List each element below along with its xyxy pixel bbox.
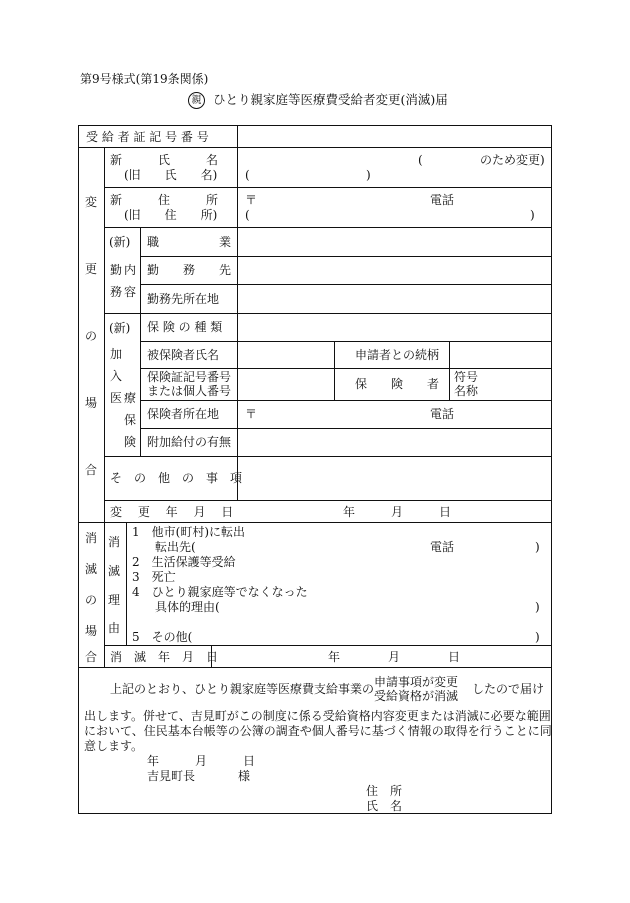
insurer-phone-label: 電話 [430,407,455,421]
lapse-side-char: 滅 [85,562,98,576]
rule [104,645,552,646]
cert-number-label: 受 給 者 証 記 号 番 号 [86,130,209,144]
rule [78,147,552,148]
declaration-line-4: 意します。 [84,739,144,753]
insurer-name-label: 名称 [454,384,479,398]
lapse-date-value: 年 月 日 [328,650,461,664]
insurance-new-label: (新) [109,321,131,335]
lapse-side-char: 消 [85,531,98,545]
insurance-side-char: 加 [110,347,123,361]
lapse-item-4-close: ) [535,600,540,614]
additional-benefit-label: 附加給付の有無 [147,435,232,449]
declaration-lead: 上記のとおり、ひとり親家庭等医療費支給事業の [110,682,375,696]
old-address-close: ) [530,208,535,222]
change-date-label: 変 更 年 月 日 [110,505,234,519]
rule [104,500,552,501]
rule [104,456,552,457]
declaration-date: 年 月 日 [147,754,256,768]
insurer-label: 保 険 者 [355,377,440,391]
insurance-side-char: 保 [124,413,137,427]
new-address-label: 新 住 所 [110,193,219,207]
rule [104,313,552,314]
work-address-label: 勤務先所在地 [147,292,220,306]
declaration-line-2: 出します。併せて、吉見町がこの制度に係る受給資格内容変更または消滅に必要な範囲 [84,709,551,723]
insured-name-label: 被保険者氏名 [147,348,220,362]
rule [140,368,552,369]
other-matters-label: そ の 他 の 事 項 [110,471,243,485]
form-title [188,92,448,109]
lapse-side-char: 場 [85,624,98,638]
rule [126,522,127,645]
rule [140,256,552,257]
workplace-label: 勤 務 先 [147,263,232,277]
work-new-label: (新) [109,235,131,249]
lapse-item-1: 1 他市(町村)に転出 [132,525,245,539]
declaration-line-3: において、住民基本台帳等の公簿の調査や個人番号に基づく情報の取得を行うことに同 [84,724,552,738]
change-side-char: 更 [85,262,98,276]
phone-label: 電話 [430,193,455,207]
work-side-char: 勤 [110,263,123,277]
rule [104,227,552,228]
applicant-name-label: 氏 名 [366,799,403,813]
change-side-char: 変 [85,195,98,209]
lapse-reason-side-char: 理 [108,593,121,607]
rule [140,341,552,342]
work-side-char: 務 [110,285,123,299]
rule [237,125,238,500]
insurance-side-char: 医 [110,391,123,405]
lapse-item-5: 5 その他( [132,630,193,644]
code-label: 符号 [454,370,479,384]
addressee-honorific: 様 [238,769,251,783]
old-address-open: ( [245,208,250,222]
old-address-label: (旧 住 所) [124,208,218,222]
rule [78,522,552,523]
postal-mark: 〒 [245,193,258,207]
old-name-close: ) [366,168,371,182]
change-date-value: 年 月 日 [343,505,452,519]
form-title-text: ひとり親家庭等医療費受給者変更(消滅)届 [213,92,448,108]
oya-badge: 親 [188,92,205,109]
lapse-item-4-reason: 具体的理由( [155,600,220,614]
work-side-char: 内 [124,263,137,277]
lapse-item-1-phone: 電話 [430,540,455,554]
lapse-side-char: 合 [85,650,98,664]
rule [104,147,105,667]
insurance-side-char: 険 [124,435,137,449]
lapse-item-1-close: ) [535,540,540,554]
rule [449,341,450,400]
old-name-label: (旧 氏 名) [124,168,218,182]
change-side-char: 合 [85,463,98,477]
work-side-char: 容 [124,285,137,299]
lapse-item-5-close: ) [535,630,540,644]
declaration-tail: したので届け [472,682,545,696]
rule [140,227,141,456]
form-number: 第9号様式(第19条関係) [80,72,209,86]
rule [140,400,552,401]
declaration-option-change: 申請事項が変更 [374,675,459,689]
lapse-reason-side-char: 由 [108,621,121,635]
lapse-date-label: 消 滅 年 月 日 [110,650,219,664]
addressee: 吉見町長 [147,769,196,783]
name-reason-open: ( [418,153,423,167]
change-side-char: 場 [85,396,98,410]
insurance-side-char: 入 [110,369,123,383]
insurance-type-label: 保 険 の 種 類 [147,320,223,334]
rule [140,284,552,285]
lapse-item-4: 4 ひとり親家庭等でなくなった [132,585,308,599]
relation-label: 申請者との続柄 [355,348,440,362]
rule [104,187,552,188]
lapse-item-3: 3 死亡 [132,570,176,584]
old-name-open: ( [245,168,250,182]
name-reason-close: のため変更) [480,153,545,167]
lapse-side-char: の [85,593,98,607]
declaration-option-lapse: 受給資格が消滅 [374,689,459,703]
insurer-postal-mark: 〒 [245,407,258,421]
lapse-reason-side-char: 滅 [108,564,121,578]
rule [334,341,335,400]
personal-number-label: または個人番号 [147,384,232,398]
new-name-label: 新 氏 名 [110,153,219,167]
rule [78,667,552,668]
applicant-address-label: 住 所 [366,784,403,798]
lapse-reason-side-char: 消 [108,535,121,549]
lapse-item-1-destination: 転出先( [155,540,196,554]
job-label: 職 業 [147,235,232,249]
insurer-address-label: 保険者所在地 [147,407,220,421]
insurance-number-label: 保険証記号番号 [147,370,232,384]
insurance-side-char: 療 [124,391,137,405]
lapse-item-2: 2 生活保護等受給 [132,555,236,569]
change-side-char: の [85,329,98,343]
rule [140,428,552,429]
